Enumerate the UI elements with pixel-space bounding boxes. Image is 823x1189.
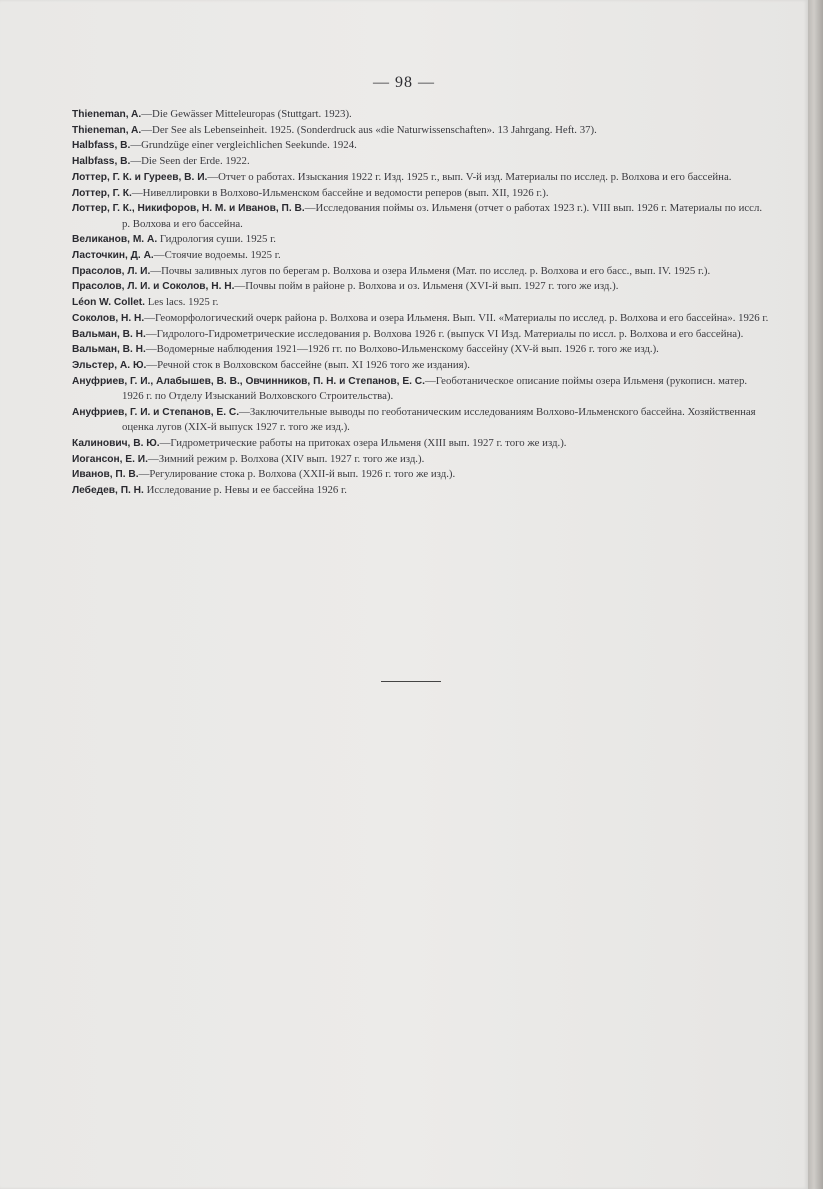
reference-authors: Лоттер, Г. К. и Гуреев, В. И. bbox=[72, 171, 208, 183]
reference-authors: Thieneman, A. bbox=[72, 124, 142, 136]
reference-authors: Ануфриев, Г. И. и Степанов, Е. С. bbox=[72, 406, 240, 418]
reference-entry bbox=[72, 327, 770, 342]
reference-entry bbox=[72, 232, 770, 247]
reference-text: —Die Gewässer Mitteleuropas (Stuttgart. 1923). bbox=[141, 108, 352, 120]
reference-text: —Почвы заливных лугов по берегам р. Волхова и озера Ильменя (Мат. по исслед. р. Волхова и его басс., вып. IV. 1925 г.). bbox=[150, 264, 711, 277]
reference-authors: Лоттер, Г. К., Никифоров, Н. М. и Иванов, П. В. bbox=[72, 203, 305, 215]
section-divider bbox=[381, 681, 441, 682]
reference-entry bbox=[72, 483, 770, 498]
reference-entry bbox=[72, 138, 770, 153]
reference-authors: Léon W. Collet. bbox=[72, 297, 146, 309]
reference-entry bbox=[72, 201, 770, 232]
reference-text: —Геоморфологический очерк района р. Волхова и озера Ильменя. Вып. VII. «Материалы по исслед. р. Волхова и его бассейна». 1926 г. bbox=[144, 311, 769, 324]
reference-authors: Halbfass, B. bbox=[72, 156, 131, 168]
reference-entry bbox=[72, 186, 770, 201]
reference-list bbox=[72, 107, 770, 499]
reference-entry bbox=[72, 170, 770, 185]
reference-text: —Зимний режим р. Волхова (XIV вып. 1927 г. того же изд.). bbox=[147, 452, 425, 465]
reference-entry bbox=[72, 311, 770, 326]
reference-entry bbox=[72, 358, 770, 373]
reference-text: —Нивеллировки в Волхово-Ильменском бассейне и ведомости реперов (вып. XII, 1926 г.). bbox=[131, 186, 549, 199]
reference-text: Les lacs. 1925 г. bbox=[145, 296, 219, 309]
reference-text: —Регулирование стока р. Волхова (XXII-й вып. 1926 г. того же изд.). bbox=[138, 468, 456, 481]
reference-text: —Grundzüge einer vergleichlichen Seekunde. 1924. bbox=[130, 139, 357, 152]
reference-text: —Геоботаническое описание поймы озера Ильменя (рукописн. матер. 1926 г. по Отделу Изысканий Волховского Строительства). bbox=[122, 374, 748, 403]
reference-text: Гидрология суши. 1925 г. bbox=[157, 233, 277, 246]
reference-entry bbox=[72, 248, 770, 263]
reference-text: —Речной сток в Волховском бассейне (вып. XI 1926 того же издания). bbox=[146, 358, 470, 371]
reference-text: Исследование р. Невы и ее бассейна 1926 г. bbox=[143, 483, 347, 496]
reference-authors: Эльстер, А. Ю. bbox=[72, 359, 147, 371]
reference-authors: Лоттер, Г. К. bbox=[72, 187, 132, 199]
reference-entry bbox=[72, 374, 770, 405]
reference-text: —Водомерные наблюдения 1921—1926 гг. по Волхово-Ильменскому бассейну (XV-й вып. 1926 г. того же изд.). bbox=[145, 343, 659, 356]
reference-entry bbox=[72, 452, 770, 467]
reference-entry bbox=[72, 436, 770, 451]
reference-text: —Стоячие водоемы. 1925 г. bbox=[153, 249, 281, 262]
reference-authors: Великанов, М. А. bbox=[72, 234, 158, 246]
page-edge bbox=[808, 0, 823, 1189]
page-number: — 98 — bbox=[373, 74, 435, 91]
reference-authors: Вальман, В. Н. bbox=[72, 328, 146, 340]
reference-entry bbox=[72, 405, 770, 436]
reference-text: —Гидрометрические работы на притоках озера Ильменя (XIII вып. 1927 г. того же изд.). bbox=[159, 436, 567, 449]
reference-authors: Лебедев, П. Н. bbox=[72, 484, 144, 496]
reference-authors: Иванов, П. В. bbox=[72, 469, 139, 481]
reference-text: —Гидролого-Гидрометрические исследования р. Волхова 1926 г. (выпуск VI Изд. Материалы по иссл. р. Волхова и его бассейна). bbox=[145, 327, 744, 340]
reference-entry bbox=[72, 295, 770, 310]
reference-authors: Thieneman, A. bbox=[72, 109, 142, 120]
reference-entry bbox=[72, 107, 770, 122]
reference-entry bbox=[72, 342, 770, 357]
reference-text: —Отчет о работах. Изыскания 1922 г. Изд. 1925 г., вып. V-й изд. Материалы по исслед. р. Волхова и его бассейна. bbox=[207, 170, 732, 183]
reference-authors: Ануфриев, Г. И., Алабышев, В. В., Овчинников, П. Н. и Степанов, Е. С. bbox=[72, 375, 425, 387]
reference-entry bbox=[72, 467, 770, 482]
reference-authors: Калинович, В. Ю. bbox=[72, 437, 160, 449]
reference-text: —Der See als Lebenseinheit. 1925. (Sonderdruck aus «die Naturwissenschaften». 13 Jahrgang. Heft. 37). bbox=[141, 123, 597, 136]
reference-entry bbox=[72, 123, 770, 138]
reference-text: —Заключительные выводы по геоботаническим исследованиям Волхово-Ильменского бассейна. Хозяйственная оценка лугов (XIX-й выпуск 1927 г. того же изд.). bbox=[122, 405, 756, 434]
reference-authors: Прасолов, Л. И. bbox=[72, 265, 151, 277]
reference-authors: Ласточкин, Д. А. bbox=[72, 250, 154, 262]
reference-text: —Die Seen der Erde. 1922. bbox=[130, 155, 250, 168]
reference-entry bbox=[72, 154, 770, 169]
reference-text: —Исследования поймы оз. Ильменя (отчет о работах 1923 г.). VIII вып. 1926 г. Материалы по иссл. р. Волхова и его бассейна. bbox=[122, 202, 763, 230]
reference-text: —Почвы пойм в районе р. Волхова и оз. Ильменя (XVI-й вып. 1927 г. того же изд.). bbox=[234, 280, 619, 293]
reference-authors: Соколов, Н. Н. bbox=[72, 312, 145, 324]
reference-authors: Вальман, В. Н. bbox=[72, 344, 146, 356]
reference-entry bbox=[72, 264, 770, 279]
reference-entry bbox=[72, 279, 770, 294]
reference-authors: Halbfass, B. bbox=[72, 140, 131, 152]
reference-authors: Иогансон, Е. И. bbox=[72, 453, 148, 465]
reference-authors: Прасолов, Л. И. и Соколов, Н. Н. bbox=[72, 281, 235, 293]
